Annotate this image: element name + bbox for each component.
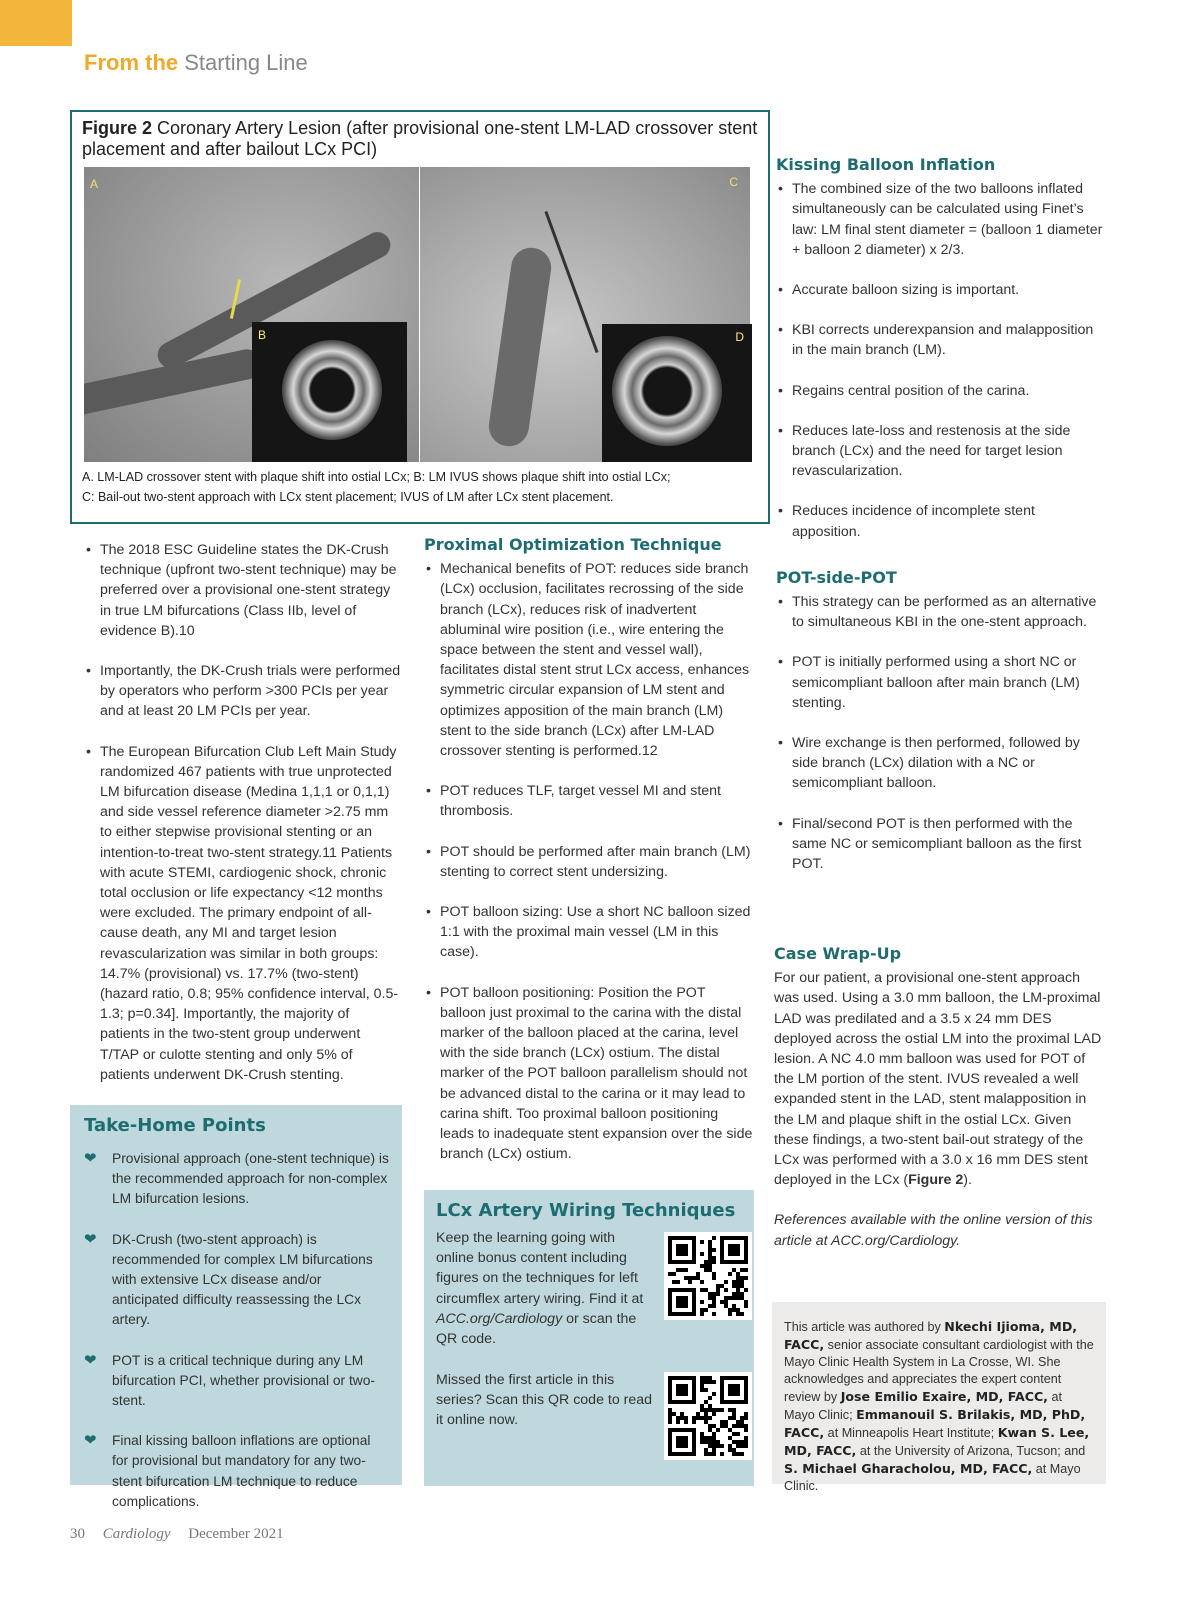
caption-line-1: A. LM-LAD crossover stent with plaque shift into ostial LCx; B: LM IVUS shows plaque shift into ostial LCx; [82,470,671,484]
references-note: References available with the online version of this article at ACC.org/Cardiology. [774,1212,1093,1249]
heart-icon: ❤ [84,1150,97,1167]
take-home-point [84,1230,389,1331]
author-name: Emmanouil S. Brilakis, MD, PhD, FACC, [784,1407,1086,1440]
ivus-panel-d [602,324,752,462]
panel-label-a: A [90,177,99,191]
author-part: at Minneapolis Heart Institute; [824,1426,998,1440]
bullet-item: • The 2018 ESC Guideline states the DK-Crush technique (upfront two-stent technique) may be preferred over a provisional one-stent strategy in true LM bifurcations (Class IIb, level of evidence B).10 [84,540,402,641]
header-rest: Starting Line [184,50,308,75]
author-box [772,1302,1106,1493]
panel-label-c: C [729,175,738,189]
panel-label-b: B [258,328,267,342]
header-accent: From the [84,50,179,75]
bullet-item: • Final/second POT is then performed with the same NC or semicompliant balloon as the first POT. [776,814,1106,875]
section-header [84,50,308,76]
qr-code-series[interactable] [664,1372,752,1460]
case-wrap-up [774,944,1108,1251]
take-home-text: Provisional approach (one-stent technique) is the recommended approach for non-complex LM bifurcation lesions. [112,1151,389,1207]
bullet-item: • Regains central position of the carina. [776,381,1106,401]
author-part: at the University of Arizona, Tucson; and [856,1444,1086,1458]
bullet-item: • KBI corrects underexpansion and malapposition in the main branch (LM). [776,320,1106,360]
bullet-item: • POT should be performed after main branch (LM) stenting to correct stent undersizing. [424,842,754,882]
corner-accent-block [0,0,72,46]
lcx-wiring-box [424,1190,754,1486]
take-home-point [84,1431,389,1512]
author-part: This article was authored by [784,1320,945,1334]
ivus-image [612,336,722,446]
bullet-item: • Importantly, the DK-Crush trials were performed by operators who perform >300 PCIs per year and at least 20 LM PCIs per year. [84,661,402,722]
acc-link[interactable]: ACC.org/Cardiology [436,1310,563,1327]
wrap-up-part: For our patient, a provisional one-stent approach was used. Using a 3.0 mm balloon, the LM-proximal LAD was predilated and a 3.5 x 24 mm DES deployed across the ostial LM into the proximal LAD lesion. A NC 4.0 mm balloon was used for POT of the LM portion of the stent. IVUS revealed a well expanded stent in the LAD, stent malapposition in the LM and plaque shift in the ostial LCx. Given these findings, a two-stent bail-out strategy of the LCx was performed with a 3.0 x 16 mm DES stent deployed in the LCx ( [774,970,1102,1189]
author-name: S. Michael Gharacholou, MD, FACC, [784,1461,1033,1476]
take-home-text: DK-Crush (two-stent approach) is recommended for complex LM bifurcations with extensive LCx disease and/or anticipated difficulty reassessing the LCx artery. [112,1231,373,1328]
pot-side-pot-title: POT-side-POT [776,567,897,587]
ivus-image [282,340,382,440]
caption-line-2: C: Bail-out two-stent approach with LCx stent placement; IVUS of LM after LCx stent placement. [82,490,614,504]
take-home-point [84,1351,389,1412]
wrap-up-text [774,968,1108,1190]
wrap-up-title: Case Wrap-Up [774,944,902,963]
guidewire-line [544,211,598,353]
bullet-item: • POT balloon positioning: Position the POT balloon just proximal to the carina with the distal marker of the balloon placed at the carina, level with the side branch (LCx) ostium. The distal marker of the POT balloon parallelism should not be advanced distal to the carina or it may lead to carina shift. Too proximal balloon positioning leads to inadequate stent expansion over the side branch (LCx) ostium. [424,983,754,1165]
pot-section-title: Proximal Optimization Technique [424,535,722,554]
bullet-item: • POT reduces TLF, target vessel MI and stent thrombosis. [424,781,754,821]
kissing-balloon-title: Kissing Balloon Inflation [776,155,996,174]
author-part: senior associate consultant cardiologist with the Mayo Clinic Health System in La Crosse, WI. She acknowledges and appreciates the expert content review by [784,1338,1094,1404]
magazine-name: Cardiology [102,1526,171,1542]
bullet-item: • Reduces late-loss and restenosis at the side branch (LCx) and the need for target lesion revascularization. [776,421,1106,482]
take-home-point [84,1149,389,1210]
lcx-text-part: Keep the learning going with online bonus content including figures on the techniques for left circumflex artery wiring. Find it at [436,1230,644,1307]
heart-icon: ❤ [84,1432,97,1450]
bullet-item: • The European Bifurcation Club Left Main Study randomized 467 patients with true unprotected LM bifurcation disease (Medina 1,1,1 or 0,1,1) and side vessel reference diameter >2.75 mm to either stepwise provisional stenting or an intention-to-treat two-stent strategy.11 Patients with acute STEMI, cardiogenic shock, chronic total occlusion or life expectancy <12 months were excluded. The primary endpoint of all-cause death, any MI and target lesion revascularization was similar in both groups: 14.7% (provisional) vs. 17.7% (two-stent) (hazard ratio, 0.8; 95% confidence interval, 0.5-1.3; p=0.34]. Importantly, the majority of patients in the two-stent group underwent T/TAP or culotte stenting and only 5% of patients underwent DK-Crush stenting. [84,742,402,1085]
figure-title-text: Coronary Artery Lesion (after provisional one-stent LM-LAD crossover stent placement and after bailout LCx PCI) [82,118,758,159]
author-name: Nkechi Ijioma, MD, FACC, [784,1319,1078,1352]
page-footer [70,1526,284,1543]
author-text [784,1318,1096,1495]
author-name: Kwan S. Lee, MD, FACC, [784,1425,1090,1458]
qr-pattern [668,1376,748,1456]
issue-date: December 2021 [188,1526,284,1542]
author-name: Jose Emilio Exaire, MD, FACC, [840,1389,1048,1404]
bullet-item: • Accurate balloon sizing is important. [776,280,1106,300]
wrap-up-part: ). [963,1172,972,1189]
figure-label: Figure 2 [82,118,153,138]
vessel-shape [486,245,553,449]
ivus-panel-b [252,322,407,462]
bullet-item: • POT balloon sizing: Use a short NC balloon sized 1:1 with the proximal main vessel (LM in this case). [424,902,754,963]
take-home-text: POT is a critical technique during any LM bifurcation PCI, whether provisional or two-stent. [112,1352,376,1409]
middle-column [424,535,754,1184]
bullet-item: • Wire exchange is then performed, followed by side branch (LCx) dilation with a NC or semicompliant balloon. [776,733,1106,794]
qr-code-bonus[interactable] [664,1232,752,1320]
lcx-series-text: Missed the first article in this series? Scan this QR code to read it online now. [436,1372,653,1429]
page-number: 30 [70,1526,85,1542]
author-part: at Mayo Clinic. [784,1462,1081,1493]
bullet-item: • Reduces incidence of incomplete stent apposition. [776,501,1106,541]
take-home-title: Take-Home Points [84,1115,266,1136]
panel-label-d: D [735,330,744,344]
bullet-item: • This strategy can be performed as an alternative to simultaneous KBI in the one-stent approach. [776,592,1106,632]
figure-title [82,118,762,160]
lcx-box-title: LCx Artery Wiring Techniques [436,1200,736,1221]
qr-pattern [668,1236,748,1316]
figure-caption [82,467,762,507]
bullet-item: • The combined size of the two balloons inflated simultaneously can be calculated using Finet’s law: LM final stent diameter = (balloon 1 diameter + balloon 2 diameter) x 2/3. [776,179,1106,260]
lcx-bonus-text [436,1228,656,1349]
figure-2 [70,110,770,524]
lcx-text-part: or scan the QR code. [436,1310,637,1348]
heart-icon: ❤ [84,1351,97,1369]
right-column [776,155,1106,894]
figure-ref: Figure 2 [908,1172,964,1189]
take-home-text: Final kissing balloon inflations are optional for provisional but mandatory for any two-stent bifurcation LM technique to reduce complications. [112,1433,371,1509]
bullet-item: • Mechanical benefits of POT: reduces side branch (LCx) occlusion, facilitates recrossing of the side branch (LCx), reduces risk of inadvertent abluminal wire position (i.e., wire entering the space between the stent and vessel wall), facilitates distal stent strut LCx access, enhances symmetric circular expansion of LM stent and optimizes apposition of the main branch (LM) stent to the side branch (LCx) after LM-LAD crossover stenting is performed.12 [424,559,754,761]
heart-icon: ❤ [84,1230,97,1248]
take-home-points-box [70,1105,402,1509]
bullet-item: • POT is initially performed using a short NC or semicompliant balloon after main branch (LM) stenting. [776,652,1106,713]
left-column [84,540,402,1105]
author-part: at Mayo Clinic; [784,1390,1062,1422]
